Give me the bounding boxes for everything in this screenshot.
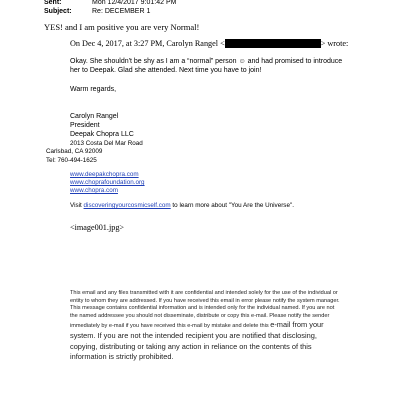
disclaimer-text — [70, 290, 340, 363]
link-deepakchopra[interactable]: www.deepakchopra.com — [70, 171, 139, 178]
quote-body-line-2: her to Deepak. Glad she attended. Next time you have to join! — [70, 67, 262, 74]
quote-intro — [70, 39, 348, 48]
subject-value: Re: DECEMBER 1 — [92, 8, 151, 15]
quote-body-line-1: Okay. She shouldn't be shy as I am a “normal” person ☺ and had promised to introduce — [70, 58, 343, 65]
visit-prefix: Visit — [70, 202, 84, 209]
link-choprafoundation[interactable]: www.choprafoundation.org — [70, 179, 145, 186]
reply-text: YES! and I am positive you are very Normal! — [44, 22, 200, 32]
visit-link[interactable]: discoveringyourcosmicself.com — [83, 202, 171, 209]
visit-line — [70, 201, 294, 210]
link-chopra[interactable]: www.chopra.com — [70, 187, 118, 194]
signature-company: Deepak Chopra LLC — [70, 131, 134, 138]
sent-value: Mon 12/4/2017 9:01:42 PM — [92, 0, 177, 6]
subject-label: Subject: — [44, 8, 72, 15]
disclaimer-small: This email and any files transmitted with it are confidential and intended solely for the use of the individual or entity to whom they are addressed. If you have received this email in error please notify the system manager. This message contains confidential information and is intended only for the individual named. If you are not the named addressee you should not disseminate, distribute or copy this e-mail. Please notify the sender immediately by e-mail if you have received this e-mail by mistake and delete this — [70, 290, 340, 330]
visit-suffix: to learn more about "You Are the Universe". — [170, 202, 294, 209]
sent-label: Sent: — [44, 0, 62, 6]
signature-title: President — [70, 122, 100, 129]
quote-intro-before: On Dec 4, 2017, at 3:27 PM, Carolyn Rangel < — [70, 39, 225, 48]
disclaimer-large: e-mail from your system. If you are not the intended recipient you are notified that disclosing, copying, distributing or taking any action in reliance on the contents of this information is strictly prohibited. — [70, 320, 324, 362]
signature-name: Carolyn Rangel — [70, 113, 119, 120]
closing: Warm regards, — [70, 86, 117, 93]
signature-city: Carlsbad, CA 92009 — [46, 148, 103, 155]
signature-address: 2013 Costa Del Mar Road — [70, 140, 143, 147]
redacted-email-block — [225, 39, 321, 48]
image-placeholder: <image001.jpg> — [70, 223, 125, 232]
quote-intro-after: > wrote: — [320, 39, 349, 48]
signature-phone: Tel: 760-494-1625 — [46, 157, 97, 164]
